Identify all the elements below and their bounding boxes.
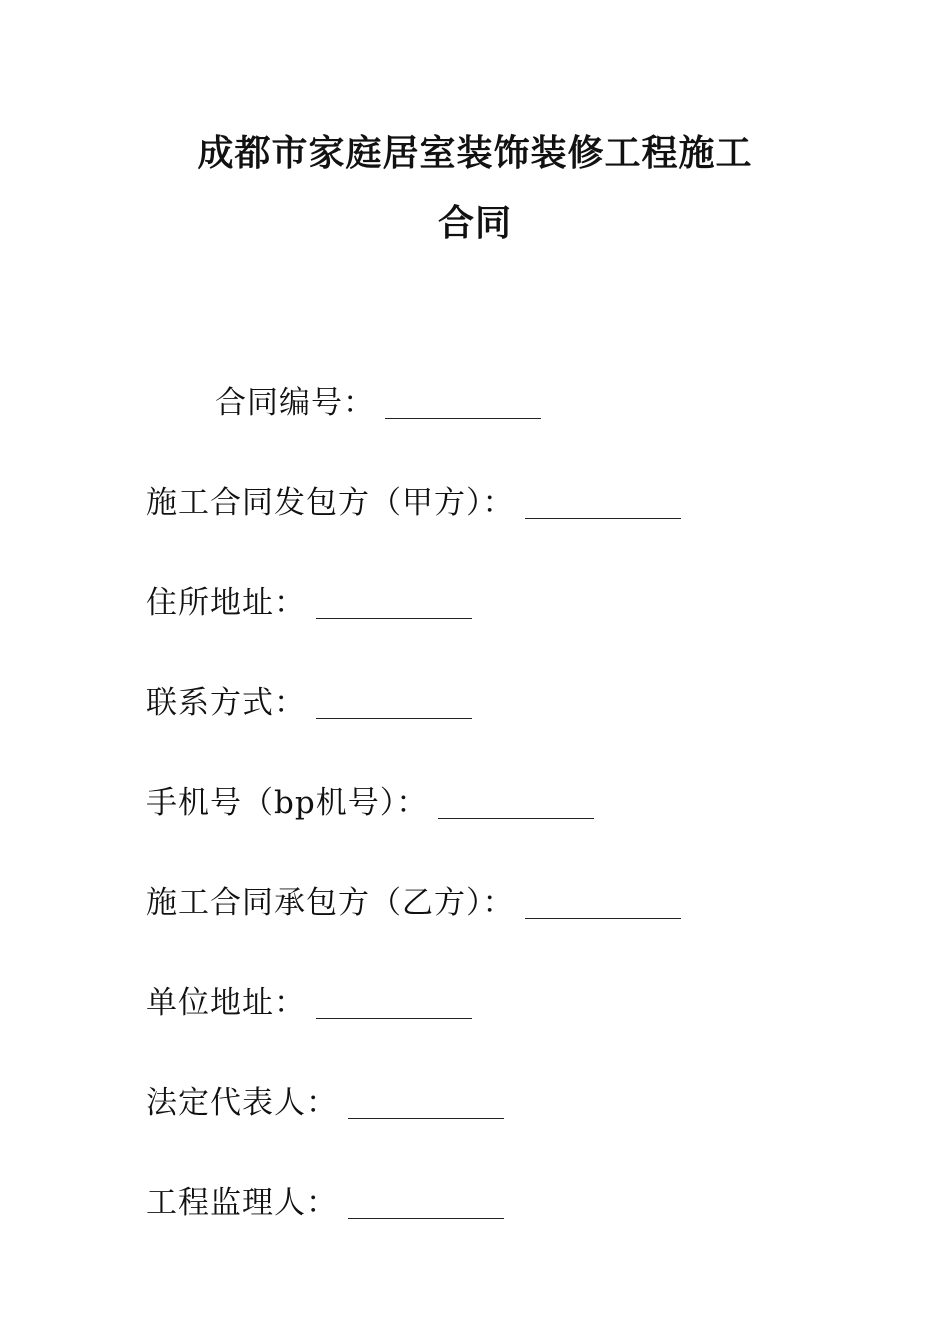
contact-blank[interactable] [316,690,472,719]
contact-label: 联系方式： [146,685,306,721]
document-title-line-1: 成都市家庭居室装饰装修工程施工 [197,133,753,174]
party-b-label: 施工合同承包方（乙方）： [146,885,515,921]
mobile-blank[interactable] [438,790,594,819]
party-a-label: 施工合同发包方（甲方）： [146,485,515,521]
contract-number-label: 合同编号： [215,385,375,421]
contact-field [146,684,472,719]
party-a-blank[interactable] [525,490,681,519]
contract-number-blank[interactable] [385,390,541,419]
project-supervisor-field [146,1184,504,1219]
project-supervisor-blank[interactable] [348,1190,504,1219]
company-address-blank[interactable] [316,990,472,1019]
party-b-blank[interactable] [525,890,681,919]
residence-address-label: 住所地址： [146,585,306,621]
residence-address-blank[interactable] [316,590,472,619]
legal-representative-label: 法定代表人： [146,1085,338,1121]
contract-number-field [215,384,541,419]
residence-address-field [146,584,472,619]
mobile-field [146,784,594,819]
party-a-field [146,484,681,519]
company-address-field [146,984,472,1019]
company-address-label: 单位地址： [146,985,306,1021]
party-b-field [146,884,681,919]
legal-representative-field [146,1084,504,1119]
mobile-label: 手机号（bp机号）： [146,785,429,821]
project-supervisor-label: 工程监理人： [146,1185,338,1221]
document-title-line-2: 合同 [437,203,512,244]
legal-representative-blank[interactable] [348,1090,504,1119]
